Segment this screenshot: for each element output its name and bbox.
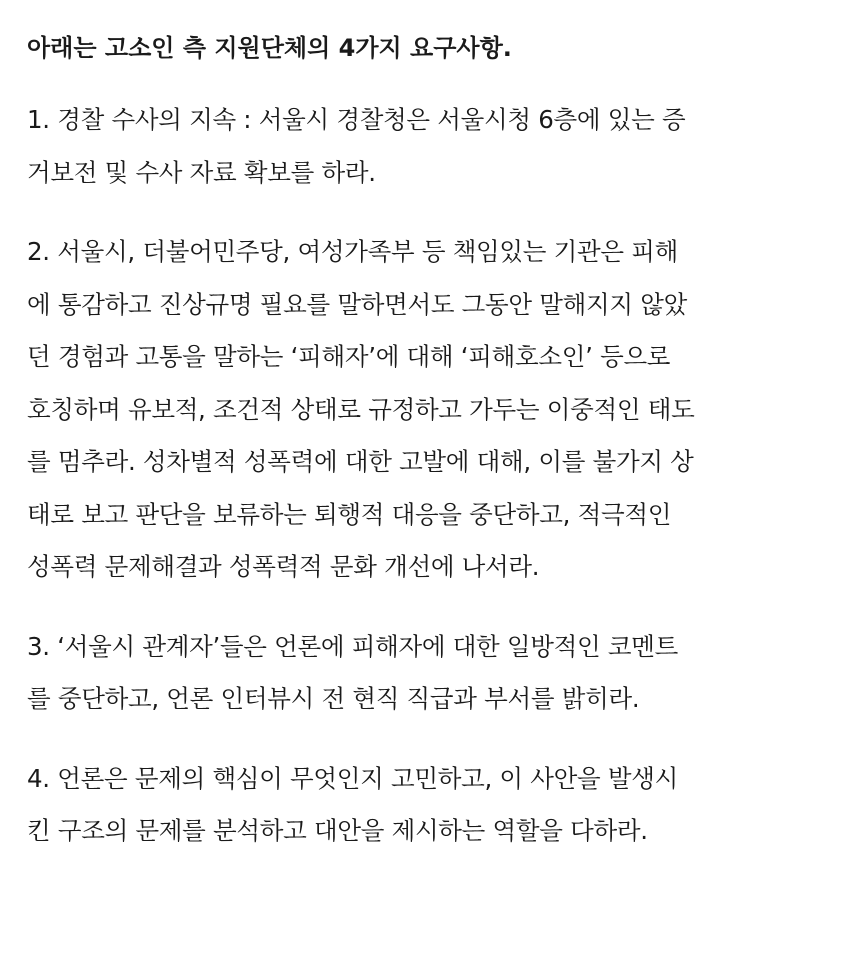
demand-line: 3. ‘서울시 관계자’들은 언론에 피해자에 대한 일방적인 코멘트 (27, 631, 678, 661)
demand-line: 거보전 및 수사 자료 확보를 하라. (27, 157, 376, 187)
document-body (27, 26, 817, 885)
demand-3 (27, 621, 817, 726)
demand-line: 태로 보고 판단을 보류하는 퇴행적 대응을 중단하고, 적극적인 (27, 499, 672, 529)
demand-4 (27, 753, 817, 858)
heading: 아래는 고소인 측 지원단체의 4가지 요구사항. (27, 34, 512, 62)
demand-line: 던 경험과 고통을 말하는 ‘피해자’에 대해 ‘피해호소인’ 등으로 (27, 342, 671, 371)
demand-1 (27, 94, 817, 199)
demand-2 (27, 226, 817, 594)
demand-line: 2. 서울시, 더불어민주당, 여성가족부 등 책임있는 기관은 피해 (27, 237, 678, 266)
demand-line: 성폭력 문제해결과 성폭력적 문화 개선에 나서라. (27, 552, 540, 581)
demand-line: 4. 언론은 문제의 핵심이 무엇인지 고민하고, 이 사안을 발생시 (27, 763, 678, 793)
demand-line: 를 중단하고, 언론 인터뷰시 전 현직 직급과 부서를 밝히라. (27, 684, 640, 713)
demand-line: 호칭하며 유보적, 조건적 상태로 규정하고 가두는 이중적인 태도 (27, 394, 695, 424)
demand-line: 를 멈추라. 성차별적 성폭력에 대한 고발에 대해, 이를 불가지 상 (27, 447, 694, 476)
demand-line: 에 통감하고 진상규명 필요를 말하면서도 그동안 말해지지 않았 (27, 289, 687, 319)
demand-line: 킨 구조의 문제를 분석하고 대안을 제시하는 역할을 다하라. (27, 816, 648, 845)
demand-line: 1. 경찰 수사의 지속 : 서울시 경찰청은 서울시청 6층에 있는 증 (27, 105, 686, 134)
